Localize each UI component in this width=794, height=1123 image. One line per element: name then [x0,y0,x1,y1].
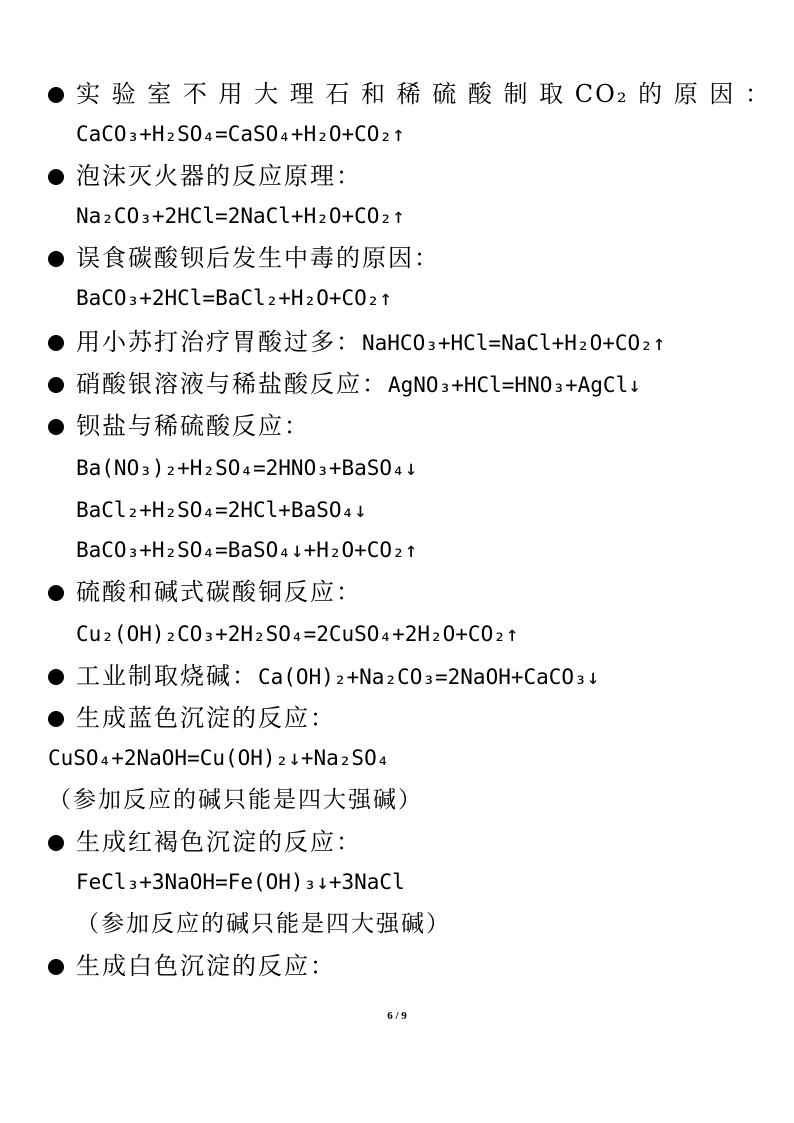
bullet-item-baking-soda [48,322,665,362]
equation-baco3-h2so4: BaCO₃+H₂SO₄=BaSO₄↓+H₂O+CO₂↑ [76,538,418,562]
bullet-icon [48,669,64,685]
equation-na2co3-hcl: Na₂CO₃+2HCl=2NaCl+H₂O+CO₂↑ [76,204,405,228]
item-label: 钡盐与稀硫酸反应： [76,412,310,440]
note-strong-bases: （参加反应的碱只能是四大强碱） [76,911,451,937]
equation-agno3-hcl: AgNO₃+HCl=HNO₃+AgCl↓ [388,373,641,397]
bullet-icon [48,87,64,103]
bullet-item-red-brown-precipitate [48,822,362,862]
item-label: 生成蓝色沉淀的反应： [76,704,336,732]
item-label: 工业制取烧碱： [76,662,258,690]
bullet-icon [48,585,64,601]
equation-bacl2-h2so4: BaCl₂+H₂SO₄=2HCl+BaSO₄↓ [76,498,367,522]
bullet-item-industrial-caustic-soda [48,656,599,696]
item-label: 误食碳酸钡后发生中毒的原因： [76,244,440,272]
bullet-icon [48,169,64,185]
equation-caoh2-na2co3: Ca(OH)₂+Na₂CO₃=2NaOH+CaCO₃↓ [258,665,600,689]
item-label: 实 验 室 不 用 大 理 石 和 稀 硫 酸 制 取 CO₂ 的 原 因 ： [76,80,771,108]
item-label: 生成红褐色沉淀的反应： [76,828,362,856]
bullet-item-foam-extinguisher [48,156,362,196]
bullet-item-blue-precipitate [48,698,336,738]
page-number: 6 / 9 [387,1010,407,1022]
bullet-item-baco3-poisoning [48,238,440,278]
bullet-icon [48,711,64,727]
bullet-icon [48,335,64,351]
equation-baco3-hcl: BaCO₃+2HCl=BaCl₂+H₂O+CO₂↑ [76,286,393,310]
bullet-item-white-precipitate [48,946,336,986]
item-label: 硫酸和碱式碳酸铜反应： [76,578,362,606]
equation-ba-no3-2-h2so4: Ba(NO₃)₂+H₂SO₄=2HNO₃+BaSO₄↓ [76,456,418,480]
equation-cuso4-naoh: CuSO₄+2NaOH=Cu(OH)₂↓+Na₂SO₄ [48,746,390,770]
item-label: 用小苏打治疗胃酸过多： [76,328,362,356]
equation-fecl3-naoh: FeCl₃+3NaOH=Fe(OH)₃↓+3NaCl [76,870,405,894]
equation-cu2-oh2-co3-h2so4: Cu₂(OH)₂CO₃+2H₂SO₄=2CuSO₄+2H₂O+CO₂↑ [76,622,519,646]
note-strong-bases: （参加反应的碱只能是四大强碱） [48,787,423,813]
bullet-icon [48,251,64,267]
item-label: 生成白色沉淀的反应： [76,952,336,980]
bullet-item-barium-salt [48,406,310,446]
bullet-item-lab-co2 [48,74,771,114]
bullet-icon [48,835,64,851]
item-label: 硝酸银溶液与稀盐酸反应： [76,370,388,398]
bullet-item-basic-copper-carbonate [48,572,362,612]
equation-caco3-h2so4: CaCO₃+H₂SO₄=CaSO₄+H₂O+CO₂↑ [76,122,405,146]
item-label: 泡沫灭火器的反应原理： [76,162,362,190]
bullet-item-agno3-hcl [48,364,641,404]
bullet-icon [48,419,64,435]
bullet-icon [48,377,64,393]
equation-nahco3-hcl: NaHCO₃+HCl=NaCl+H₂O+CO₂↑ [362,331,666,355]
bullet-icon [48,959,64,975]
